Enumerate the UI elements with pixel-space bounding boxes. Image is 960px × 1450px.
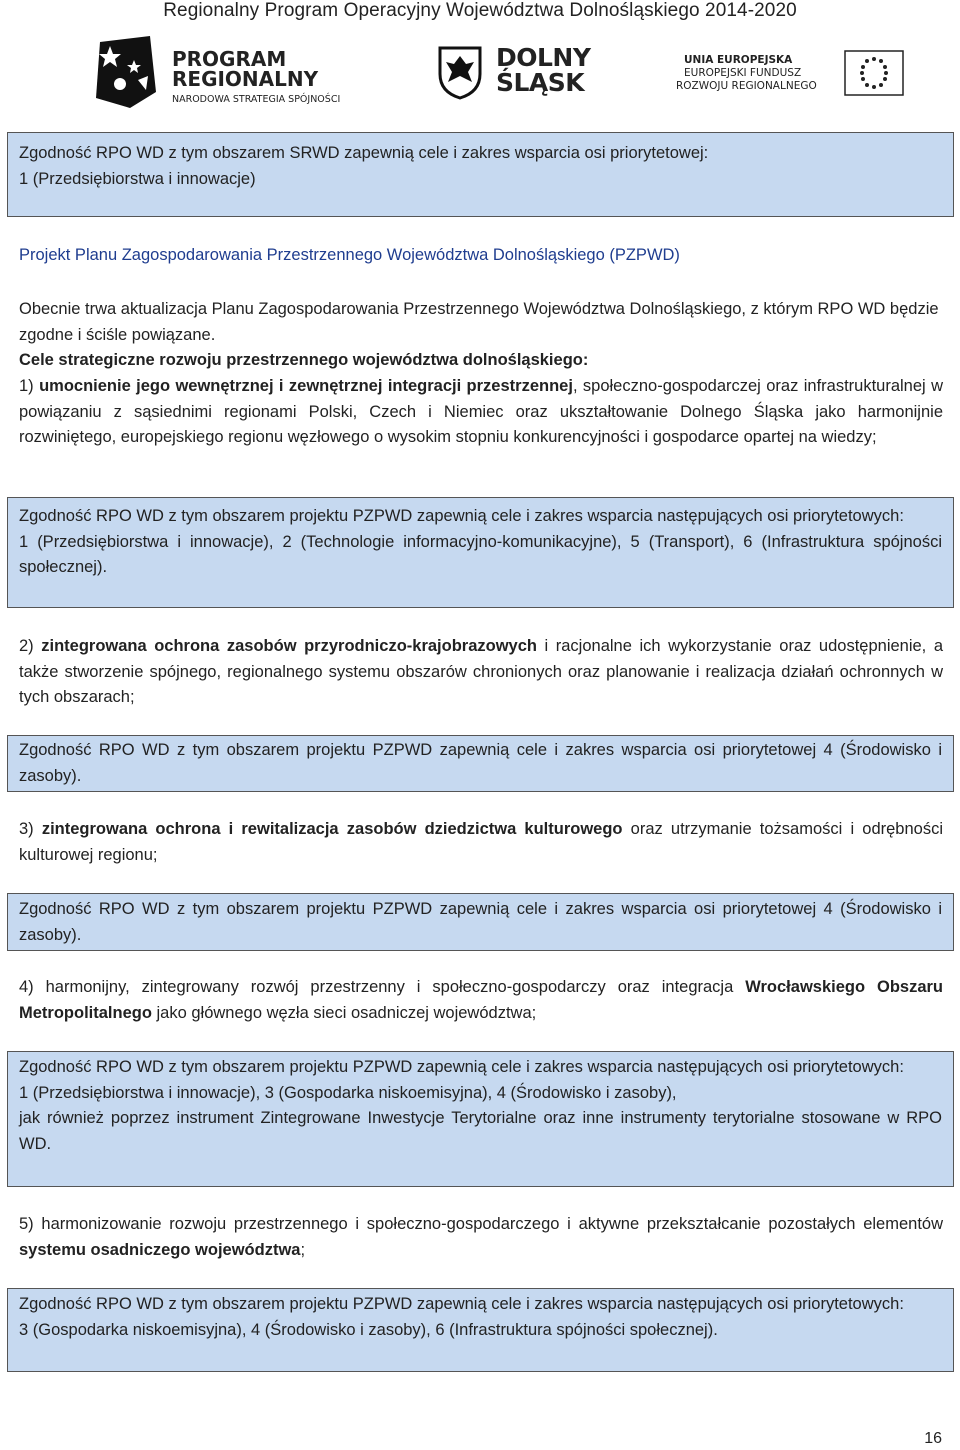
goal-number: 3) xyxy=(19,820,42,838)
goals-heading-text: Cele strategiczne rozwoju przestrzennego województwa dolnośląskiego: xyxy=(19,351,589,369)
compliance-axis-list: 1 (Przedsiębiorstwa i innowacje) xyxy=(19,169,256,188)
program-logo-line1: PROGRAM xyxy=(172,47,287,71)
compliance-box-goal-1 xyxy=(7,497,954,608)
compliance-text-line: Zgodność RPO WD z tym obszarem projektu PZPWD zapewnią cele i zakres wsparcia następujących osi priorytetowych: xyxy=(19,507,904,525)
eu-logo-line2: EUROPEJSKI FUNDUSZ xyxy=(684,67,802,79)
compliance-box-goal-2 xyxy=(7,735,954,792)
goal-text: jako głównego węzła sieci osadniczej województwa; xyxy=(151,1003,537,1022)
compliance-text: Zgodność RPO WD z tym obszarem projektu PZPWD zapewnią cele i zakres wsparcia osi priorytetowej 4 (Środowisko i zasoby). xyxy=(19,900,942,944)
goal-text: oraz utrzymanie tożsamości i odrębności kulturowej regionu; xyxy=(19,820,943,864)
compliance-text-line: Zgodność RPO WD z tym obszarem projektu PZPWD zapewnią cele i zakres wsparcia następujących osi priorytetowych: xyxy=(19,1295,904,1313)
goal-number: 2) xyxy=(19,637,42,655)
goal-bold-text: systemu osadniczego województwa xyxy=(19,1240,301,1259)
eu-logo-line3: ROZWOJU REGIONALNEGO xyxy=(676,80,817,92)
page-number: 16 xyxy=(924,1430,942,1447)
dolny-slask-logo xyxy=(436,44,616,104)
dolny-logo-line1: DOLNY xyxy=(496,43,591,72)
section-heading-pzpwd: Projekt Planu Zagospodarowania Przestrzennego Województwa Dolnośląskiego (PZPWD) xyxy=(19,246,680,264)
logo-bar xyxy=(0,30,960,120)
compliance-axis-list: 1 (Przedsiębiorstwa i innowacje), 2 (Technologie informacyjno-komunikacyjne), 5 (Transport), 6 (Infrastruktura spójności społecznej). xyxy=(19,532,942,576)
goal-text: 5) harmonizowanie rozwoju przestrzennego i społeczno-gospodarczego i aktywne przekształcanie pozostałych elementów xyxy=(19,1215,943,1233)
compliance-instruments-text: jak również poprzez instrument Zintegrowane Inwestycje Terytorialne oraz inne instrumenty terytorialne stosowane w RPO WD. xyxy=(19,1109,942,1153)
program-logo-line3: NARODOWA STRATEGIA SPÓJNOŚCI xyxy=(172,94,341,105)
eu-logo-line1: UNIA EUROPEJSKA xyxy=(684,54,793,66)
compliance-axis-list: 3 (Gospodarka niskoemisyjna), 4 (Środowisko i zasoby), 6 (Infrastruktura spójności społecznej). xyxy=(19,1320,718,1339)
eu-logo xyxy=(676,50,916,100)
compliance-axis-list: 1 (Przedsiębiorstwa i innowacje), 3 (Gospodarka niskoemisyjna), 4 (Środowisko i zasoby), xyxy=(19,1083,677,1102)
goal-bold-text: umocnienie jego wewnętrznej i zewnętrznej integracji przestrzennej xyxy=(39,377,573,395)
dolny-logo-line2: ŚLĄSK xyxy=(496,68,585,97)
goal-2-paragraph xyxy=(19,634,943,711)
goal-4-paragraph xyxy=(19,975,943,1026)
goal-number: 1) xyxy=(19,377,40,395)
goals-heading xyxy=(19,348,943,374)
goal-1-paragraph xyxy=(19,374,943,451)
intro-paragraph: Obecnie trwa aktualizacja Planu Zagospodarowania Przestrzennego Województwa Dolnośląskiego, z którym RPO WD będzie zgodne i ściśle powiązane. xyxy=(19,300,939,344)
coat-of-arms-icon xyxy=(436,44,484,100)
compliance-text-line: Zgodność RPO WD z tym obszarem projektu PZPWD zapewnią cele i zakres wsparcia następujących osi priorytetowych: xyxy=(19,1058,904,1076)
compliance-box-srwd xyxy=(7,132,954,217)
compliance-box-goal-3 xyxy=(7,893,954,951)
goal-bold-text: zintegrowana ochrona i rewitalizacja zasobów dziedzictwa kulturowego xyxy=(41,820,623,838)
goal-3-paragraph xyxy=(19,817,943,868)
compliance-box-goal-5 xyxy=(7,1288,954,1372)
program-logo-line2: REGIONALNY xyxy=(172,67,319,91)
compliance-text-line: Zgodność RPO WD z tym obszarem SRWD zapewnią cele i zakres wsparcia osi priorytetowej: xyxy=(19,144,709,162)
goal-bold-text: Wrocławskiego Obszaru Metropolitalnego xyxy=(19,978,944,1022)
compliance-box-goal-4 xyxy=(7,1051,954,1187)
goal-text: ; xyxy=(300,1240,306,1259)
goal-text: i racjonalne ich wykorzystanie oraz udostępnienie, a także stworzenie spójnego, regionalnego systemu obszarów chronionych oraz planowanie i realizacja działań ochronnych w tych obszarach; xyxy=(19,637,943,706)
compliance-text: Zgodność RPO WD z tym obszarem projektu PZPWD zapewnią cele i zakres wsparcia osi priorytetowej 4 (Środowisko i zasoby). xyxy=(19,741,942,785)
goal-text: , społeczno-gospodarczej oraz infrastrukturalnej w powiązaniu z sąsiednimi regionami Polski, Czech i Niemiec oraz ukształtowanie Dolnego Śląska jako harmonijnie rozwiniętego, europejskiego regionu węzłowego o wysokim stopniu konkurencyjności i gospodarce opartej na wiedzy; xyxy=(19,377,943,446)
goal-5-paragraph xyxy=(19,1212,943,1263)
document-header-title: Regionalny Program Operacyjny Województwa Dolnośląskiego 2014-2020 xyxy=(163,0,797,21)
program-regionalny-logo xyxy=(90,32,380,112)
program-emblem-icon xyxy=(90,32,162,110)
eu-flag-icon xyxy=(844,50,904,96)
goal-text: 4) harmonijny, zintegrowany rozwój przestrzenny i społeczno-gospodarczy oraz integracja xyxy=(19,978,746,996)
goal-bold-text: zintegrowana ochrona zasobów przyrodniczo-krajobrazowych xyxy=(41,637,537,655)
